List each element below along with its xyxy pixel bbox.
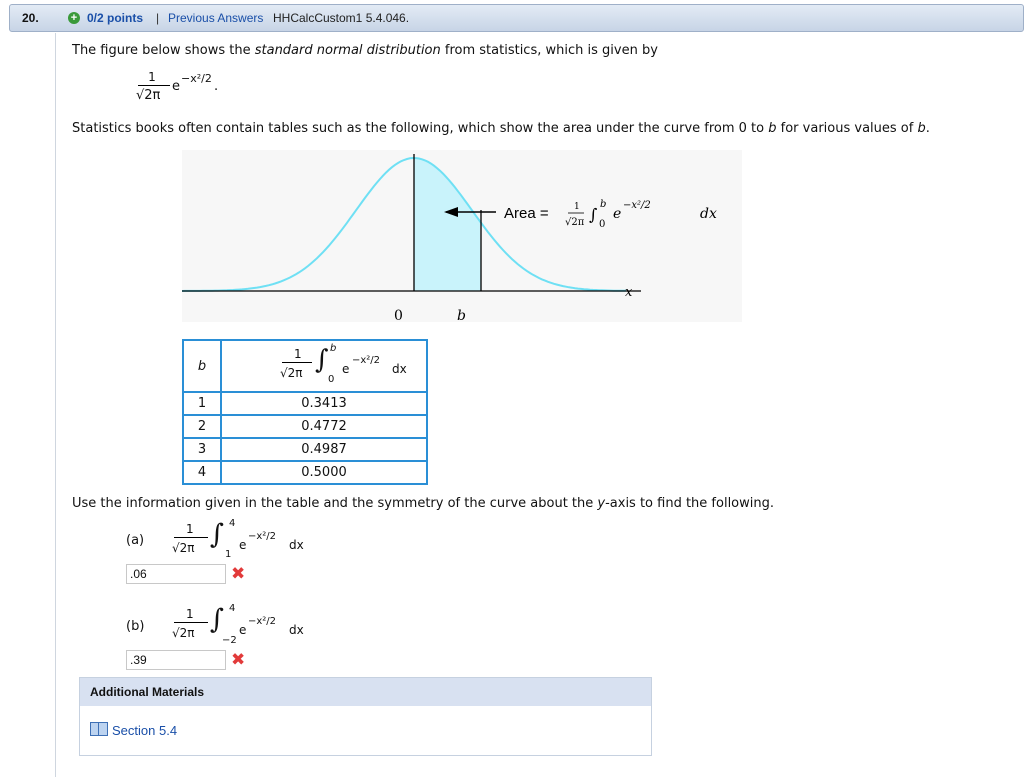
svg-text:−x²/2: −x²/2 xyxy=(623,200,651,211)
table-description: Statistics books often contain tables such as the following, which show the area under the curve from 0 to b for various values of b. xyxy=(72,121,930,136)
svg-text:e: e xyxy=(613,206,622,222)
additional-materials-title: Additional Materials xyxy=(80,678,651,706)
points-score: 0/2 points xyxy=(87,11,144,25)
section-link[interactable]: Section 5.4 xyxy=(90,722,177,738)
incorrect-icon: ✖ xyxy=(231,564,246,584)
question-id: HHCalcCustom1 5.4.046. xyxy=(273,11,410,25)
part-a-expression: (a) 1 √2π ∫ 4 1 e −x²/2 dx xyxy=(126,518,304,560)
book-icon xyxy=(90,722,108,736)
previous-answers-link[interactable]: Previous Answers xyxy=(168,11,264,25)
table-header-b: b xyxy=(183,340,221,392)
additional-materials-panel xyxy=(79,677,652,756)
table-row: 4 0.5000 xyxy=(183,461,427,484)
svg-text:b: b xyxy=(600,199,607,210)
instruction-text: Use the information given in the table and the symmetry of the curve about the y-axis to find the following. xyxy=(72,496,774,511)
normal-curve-figure xyxy=(182,150,742,322)
table-row: 2 0.4772 xyxy=(183,415,427,438)
table-row: 1 0.3413 xyxy=(183,392,427,415)
x-axis-label: x xyxy=(625,285,633,300)
tick-0: 0 xyxy=(394,308,403,322)
intro-paragraph: The figure below shows the standard normal distribution from statistics, which is given by xyxy=(72,43,658,58)
expand-plus-icon[interactable]: + xyxy=(68,12,80,24)
part-a-answer-input[interactable]: .06 xyxy=(126,564,226,584)
header-separator: | xyxy=(156,11,160,25)
svg-text:1: 1 xyxy=(574,202,580,212)
density-formula: 1 √2π e −x²/2 . xyxy=(136,70,219,103)
part-b-expression: (b) 1 √2π ∫ 4 −2 e −x²/2 dx xyxy=(126,603,304,646)
incorrect-icon: ✖ xyxy=(231,650,246,670)
part-b-answer-input[interactable]: .39 xyxy=(126,650,226,670)
table-header-integral: 1 √2π ∫ b 0 e −x²/2 dx xyxy=(221,340,427,392)
svg-text:dx: dx xyxy=(700,206,717,222)
question-number: 20. xyxy=(22,11,39,25)
svg-text:∫: ∫ xyxy=(589,205,598,224)
question-header xyxy=(9,4,1024,32)
svg-text:√2π: √2π xyxy=(565,217,585,228)
table-row: 3 0.4987 xyxy=(183,438,427,461)
tick-b: b xyxy=(457,308,466,322)
area-label: Area = xyxy=(504,205,549,222)
svg-text:0: 0 xyxy=(599,219,606,230)
area-table xyxy=(182,339,428,485)
left-rule xyxy=(55,33,56,777)
